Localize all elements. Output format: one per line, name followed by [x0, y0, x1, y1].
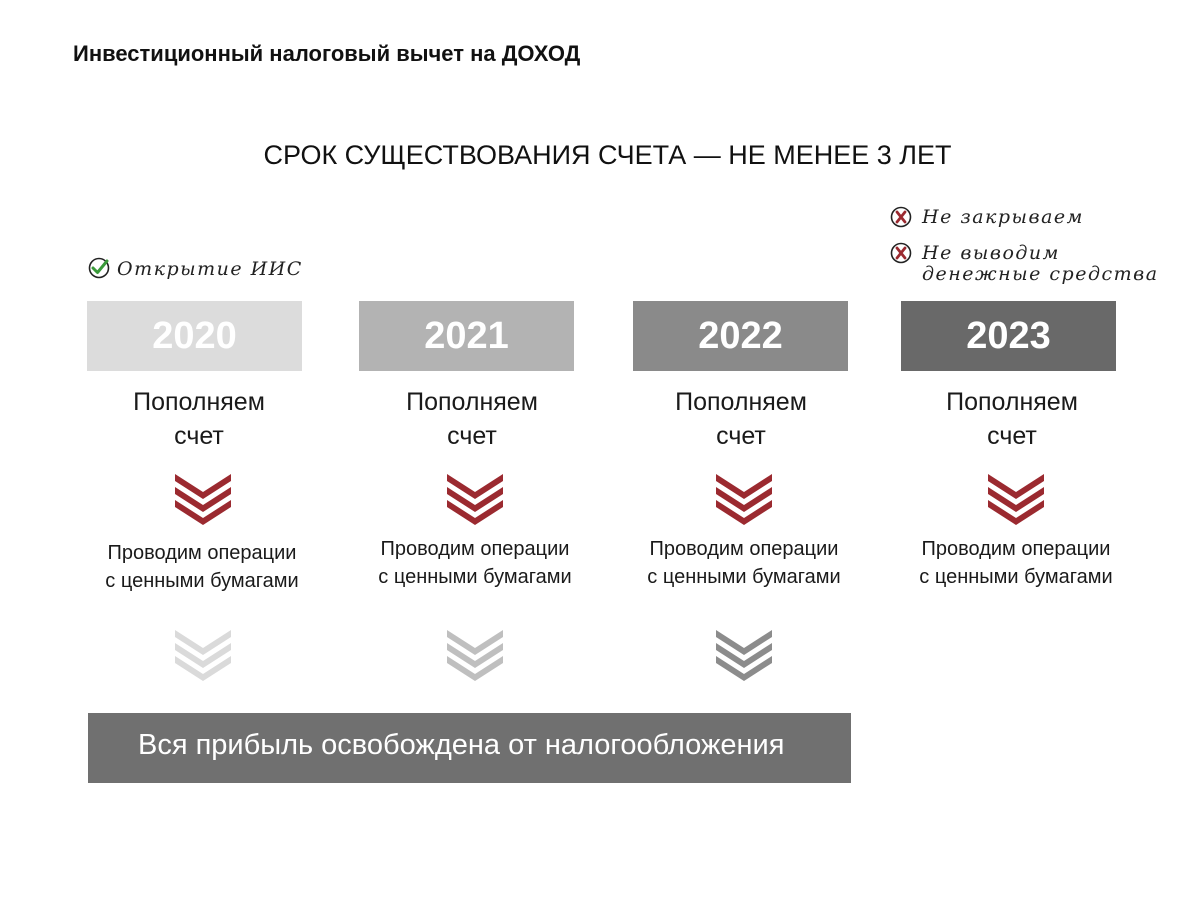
page-title: Инвестиционный налоговый вычет на ДОХОД: [73, 41, 581, 66]
step-operations-2021: [335, 535, 615, 591]
step-refill-line1: Пополняем: [946, 388, 1078, 416]
chevron-down-icon: [447, 630, 503, 682]
step-refill-line2: счет: [716, 422, 766, 450]
step-operations-line1: Проводим операции: [921, 538, 1111, 560]
check-icon: [88, 257, 110, 279]
step-operations-line1: Проводим операции: [380, 538, 570, 560]
step-operations-2022: [604, 535, 884, 591]
chevron-down-icon: [175, 474, 231, 526]
note-no-withdraw-line2: денежные средства: [922, 263, 1159, 285]
step-operations-line2: с ценными бумагами: [919, 566, 1113, 588]
chevron-down-icon: [716, 630, 772, 682]
year-box-2023: 2023: [901, 301, 1116, 371]
note-no-withdraw-line1: Не выводим: [922, 242, 1060, 264]
year-box-2020: 2020: [87, 301, 302, 371]
step-operations-2023: [876, 535, 1156, 591]
term-heading: СРОК СУЩЕСТВОВАНИЯ СЧЕТА — НЕ МЕНЕЕ 3 ЛЕТ: [263, 140, 952, 170]
step-refill-line1: Пополняем: [406, 388, 538, 416]
step-refill-2020: [69, 385, 329, 453]
step-operations-line2: с ценными бумагами: [647, 566, 841, 588]
chevron-down-icon: [447, 474, 503, 526]
cross-icon: [890, 242, 912, 264]
result-text: Вся прибыль освобождена от налогообложения: [138, 729, 785, 761]
cross-icon: [890, 206, 912, 228]
year-box-2022: 2022: [633, 301, 848, 371]
chevron-down-icon: [175, 630, 231, 682]
step-refill-2022: [611, 385, 871, 453]
step-operations-line2: с ценными бумагами: [105, 570, 299, 592]
note-open-iis: Открытие ИИС: [117, 258, 303, 280]
step-refill-line1: Пополняем: [675, 388, 807, 416]
step-operations-2020: [62, 539, 342, 595]
year-box-2021: 2021: [359, 301, 574, 371]
note-no-close: Не закрываем: [922, 206, 1084, 228]
step-refill-line2: счет: [987, 422, 1037, 450]
step-operations-line1: Проводим операции: [107, 542, 297, 564]
chevron-down-icon: [988, 474, 1044, 526]
step-refill-2021: [342, 385, 602, 453]
chevron-down-icon: [716, 474, 772, 526]
step-operations-line2: с ценными бумагами: [378, 566, 572, 588]
step-refill-line2: счет: [447, 422, 497, 450]
step-operations-line1: Проводим операции: [649, 538, 839, 560]
step-refill-2023: [882, 385, 1142, 453]
step-refill-line1: Пополняем: [133, 388, 265, 416]
step-refill-line2: счет: [174, 422, 224, 450]
